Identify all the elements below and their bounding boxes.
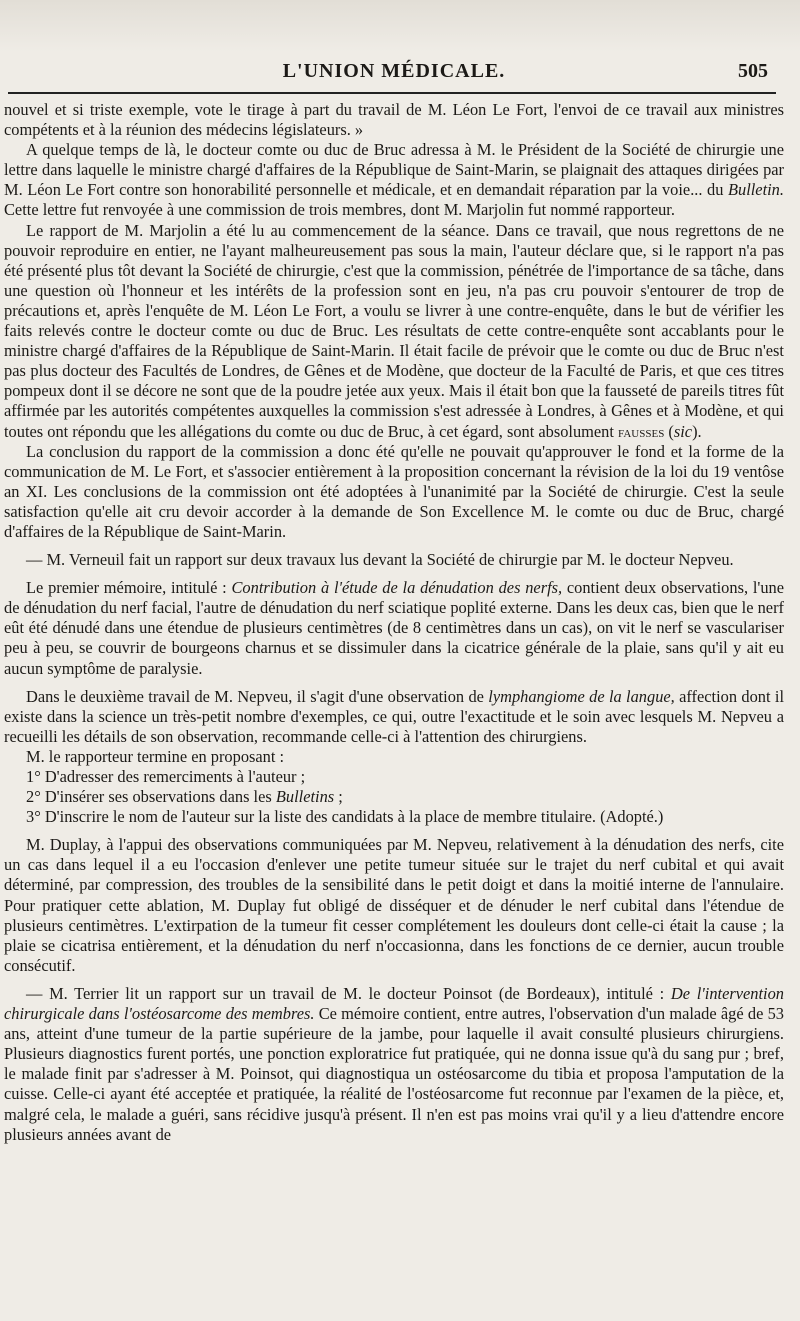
paragraph-text: nouvel et si triste exemple, vote le tirage à part du travail de M. Léon Le Fort, l'envoi de ce travail aux ministres compétents et à la réunion des médecins législateurs. » [4,100,784,140]
paragraph-3: Le rapport de M. Marjolin a été lu au commencement de la séance. Dans ce travail, que nous regrettons de ne pouvoir reproduire en entier, ne l'ayant malheureusement pas sous la main, l'auteur déclare que, si le rapport n'a pas été présenté plus tôt devant la Société de chirurgie, c'est que la commission, pénétrée de l'importance de sa tâche, dans une question où l'honneur et les intérêts de la profession sont en jeu, n'a pas cru pouvoir s'entourer de trop de précautions et, après l'enquête de M. Léon Le Fort, a voulu se livrer à une contre-enquête, dans le but de vérifier les faits relevés contre le docteur comte ou duc de Bruc. Les résultats de cette contre-enquête sont accablants pour le ministre chargé d'affaires de la République de Saint-Marin. Il était facile de prévoir que le comte ou duc de Bruc n'est pas plus docteur des Facultés de Londres, de Gênes et de Modène, que docteur de la Faculté de Paris, et que ces titres pompeux dont il se décore ne sont que de la poudre jetée aux yeux. Mais il était bon que la fausseté de pareils titres fût affirmée par les autorités compétentes auxquelles la commission s'est adressée à Londres, à Gênes et à Modène, et qui toutes ont répondu que les allégations du comte ou duc de Bruc, à cet égard, sont absolument fausses (sic). [4,220,784,441]
paragraph-text: 1° D'adresser des remerciments à l'auteur ; [26,767,306,786]
paragraph-text: M. le rapporteur termine en proposant : [26,746,285,766]
paragraph-text: Cette lettre fut renvoyée à une commission de trois membres, dont M. Marjolin fut nommé rapporteur. [4,200,675,220]
paragraph-text: ). [692,421,702,441]
paragraph-10 [4,984,784,1145]
paragraph-emphasis: De l'intervention chirurgicale dans l'ostéosarcome des membres. [4,983,784,1024]
paragraph-text: Ce mémoire contient, entre autres, l'observation d'un malade âgé de 53 ans, atteint d'une tumeur de la partie supérieure de la jambe, pour laquelle il avait consulté plusieurs chirurgiens. Plusieurs diagnostics furent portés, une ponction exploratrice fut pratiquée, qui ne donna issue qu'à du sang pur ; bref, le malade finit par s'adresser à M. Poinsot, qui diagnostiqua un ostéosarcome du tibia et proposa l'amputation de la cuisse. Celle-ci ayant été acceptée et pratiquée, la réalité de l'ostéosarcome fut reconnue par l'examen de la pièce, et, malgré cela, le malade a guéri, sans récidive jusqu'à présent. Il n'en est pas moins vrai qu'il y a lieu d'attendre encore plusieurs années avant de [4,1004,784,1144]
paragraph-emphasis: Contribution à l'étude de la dénudation des nerfs, [231,578,563,598]
paragraph-text: 2° D'insérer ses observations dans les [26,787,272,807]
paragraph-4 [4,442,784,542]
paragraph-text: 3° D'inscrire le nom de l'auteur sur la liste des candidats à la place de membre titulaire. (Adopté.) [26,807,664,827]
paragraph-text: — M. Verneuil fait un rapport sur deux travaux lus devant la Société de chirurgie par M. le docteur Nepveu. [26,550,734,570]
list-item-1 [4,767,784,787]
paragraph-text: A quelque temps de là, le docteur comte ou duc de Bruc adressa à M. le Président de la Société de chirurgie une lettre dans laquelle le ministre chargé d'affaires de la République de Saint-Marin, se plaignait des attaques dirigées par M. Léon Le Fort contre son honorabilité personnelle et médicale, et en demandait réparation par la voie... du [4,140,784,200]
list-item-3 [4,807,784,827]
paragraph-text: Le premier mémoire, intitulé : [26,578,227,598]
paragraph-9 [4,835,784,976]
paragraph-5 [4,550,784,570]
paragraph-8 [4,747,784,767]
paragraph-text: Le rapport de M. Marjolin a été lu au commencement de la séance. Dans ce travail, que nous regrettons de ne pouvoir reproduire en entier, ne l'ayant malheureusement pas sous la main, l'auteur déclare que, si le rapport n'a pas été présenté plus tôt devant la Société de chirurgie, c'est que la commission, pénétrée de l'importance de sa tâche, dans une question où l'honneur et les intérêts de la profession sont en jeu, n'a pas cru pouvoir s'entourer de trop de précautions et, après l'enquête de M. Léon Le Fort, a voulu se livrer à une contre-enquête, dans le but de vérifier les faits relevés contre le docteur comte ou duc de Bruc. Les résultats de cette contre-enquête sont accablants pour le ministre chargé d'affaires de la République de Saint-Marin. Il était facile de prévoir que le comte ou duc de Bruc n'est pas plus docteur des Facultés de Londres, de Gênes et de Modène, que docteur de la Faculté de Paris, et que ces titres pompeux dont il se décore ne sont que de la poudre jetée aux yeux. Mais il était bon que la fausseté de pareils titres fût affirmée par les autorités compétentes auxquelles la commission s'est adressée à Londres, à Gênes et à Modène, et qui toutes ont répondu que les allégations du comte ou duc de Bruc, à cet égard, sont absolument [4,220,784,441]
paragraph-text: — M. Terrier lit un rapport sur un travail de M. le docteur Poinsot (de Bordeaux), intitulé : [26,983,665,1003]
paragraph-text: La conclusion du rapport de la commission a donc été qu'elle ne pouvait qu'approuver le fond et la forme de la communication de M. Le Fort, et s'associer entièrement à la proposition concernant la révision de la loi du 19 ventôse an XI. Les conclusions de la commission ont été adoptées à l'unanimité par la Société de chirurgie. C'est la seule satisfaction qu'elle ait cru devoir accorder à la demande de Son Excellence M. le comte ou duc de Bruc, chargé d'affaires de la République de Saint-Marin. [4,441,784,541]
paragraph-7 [4,687,784,747]
paragraph-emphasis: Bulletins [275,787,335,807]
paragraph-text: Dans le deuxième travail de M. Nepveu, il s'agit d'une observation de [26,686,484,706]
paragraph-smallcaps: fausses [618,421,665,441]
list-item-2 [4,787,784,807]
article-body [4,100,784,1145]
paragraph-emphasis: sic [673,421,693,441]
paragraph-text: ; [334,787,343,807]
paragraph-text: contient deux observations, l'une de dénudation du nerf facial, l'autre de dénudation du nerf sciatique poplité externe. Dans les deux cas, bien que le nerf eût été dénudé dans une étendue de plusieurs centimètres (de 8 centimètres dans un cas), on vit le nerf se vasculariser peu à peu, se couvrir de bourgeons charnus et se dissimuler dans la cicatrice générale de la plaie, sans qu'il y ait eu aucun symptôme de paralysie. [4,578,785,678]
paragraph-emphasis: lymphangiome de la langue, [488,686,675,706]
paragraph-text: affection dont il existe dans la science un très-petit nombre d'exemples, ce qui, outre l'exactitude et le soin avec lesquels M. Nepveu a recueilli les détails de son observation, recommande celle-ci à l'attention des chirurgiens. [4,686,785,746]
page-header [4,0,784,100]
page-number: 505 [738,60,768,82]
paragraph-text: M. Duplay, à l'appui des observations communiquées par M. Nepveu, relativement à la dénudation des nerfs, cite un cas dans lequel il a eu l'occasion d'enlever une petite tumeur située sur le trajet du nerf cubital et qui avait déterminé, par compression, des troubles de la sensibilité dans le petit doigt et dans la moitié interne de l'annulaire. Pour pratiquer cette ablation, M. Duplay fut obligé de disséquer et de dénuder le nerf cubital dans l'étendue de plusieurs centimètres. L'extirpation de la tumeur fit cesser complétement les douleurs dont celle-ci était la cause ; la plaie se cicatrisa entièrement, et la dénudation du nerf n'occasionna, dans les fonctions de ce dernier, aucun trouble consécutif. [4,835,784,975]
running-title: L'UNION MÉDICALE. [282,60,506,82]
paragraph-emphasis: Bulletin. [727,180,784,200]
header-rule [8,92,776,94]
paragraph-6 [4,578,784,678]
paragraph-1 [4,100,784,140]
paragraph-2 [4,140,784,220]
